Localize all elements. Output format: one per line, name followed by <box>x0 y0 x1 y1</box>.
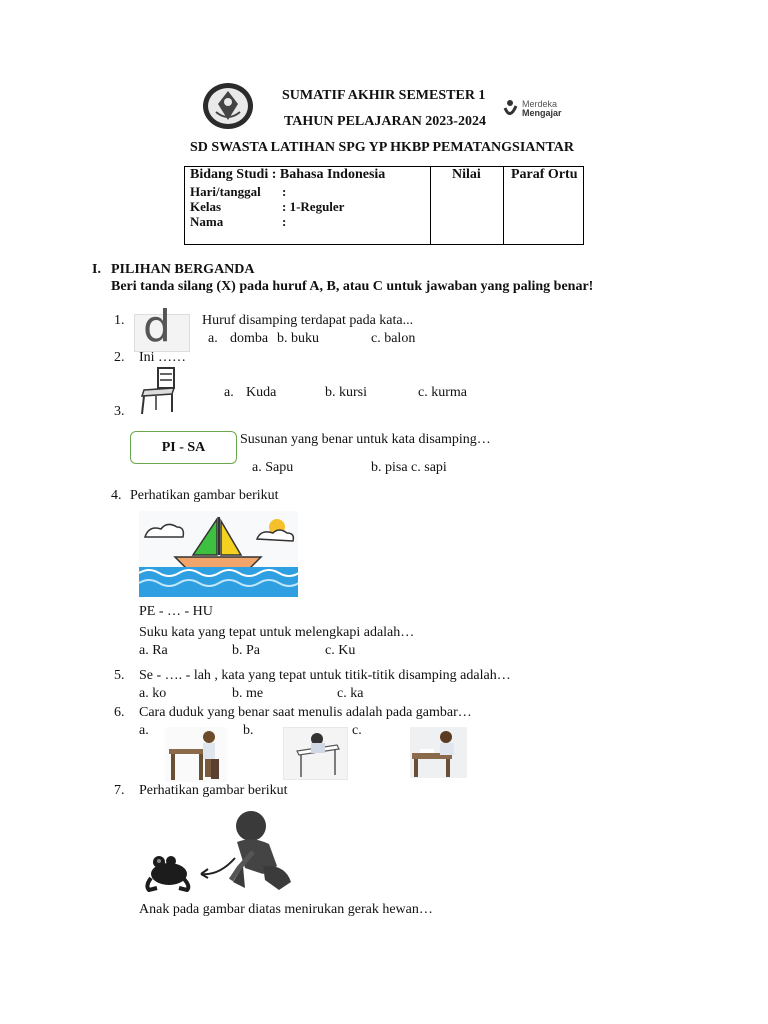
section-title: PILIHAN BERGANDA <box>111 262 255 277</box>
letter-d: d <box>143 301 171 352</box>
merdeka-logo-text-2: Mengajar <box>522 108 562 118</box>
school-year: TAHUN PELAJARAN 2023-2024 <box>284 114 486 129</box>
q5-option-c: c. ka <box>337 686 364 701</box>
q4-subtext: Suku kata yang tepat untuk melengkapi adalah… <box>139 625 415 640</box>
day-label: Hari/tanggal <box>190 184 261 199</box>
q1-option-a-letter: a. <box>208 331 218 346</box>
q2-option-b: b. kursi <box>325 385 367 400</box>
syllable-box <box>130 431 237 464</box>
q3-number: 3. <box>114 404 125 419</box>
q1-option-a: domba <box>230 331 269 346</box>
exam-title: SUMATIF AKHIR SEMESTER 1 <box>282 88 486 103</box>
q5-option-a: a. ko <box>139 686 167 701</box>
q3-text: Susunan yang benar untuk kata disamping… <box>240 432 491 447</box>
child-squatting-image <box>225 808 295 894</box>
q6-text: Cara duduk yang benar saat menulis adalah pada gambar… <box>139 705 472 720</box>
score-header: Nilai <box>452 167 481 182</box>
name-value: : <box>282 214 287 229</box>
q7-text: Perhatikan gambar berikut <box>139 783 288 798</box>
day-value: : <box>282 184 287 199</box>
section-number: I. <box>92 262 101 277</box>
q2-option-a: Kuda <box>246 385 277 400</box>
section-instruction: Beri tanda silang (X) pada huruf A, B, atau C untuk jawaban yang paling benar! <box>111 279 594 294</box>
sailboat-image <box>139 511 298 597</box>
class-label: Kelas <box>190 199 222 214</box>
q4-option-b: b. Pa <box>232 643 260 658</box>
student-sitting-image-a <box>165 727 227 782</box>
q4-option-c: c. Ku <box>325 643 356 658</box>
q4-number: 4. <box>111 488 122 503</box>
q3-option-bc: b. pisa c. sapi <box>371 460 447 475</box>
merdeka-logo-text-1: Merdeka <box>522 99 558 109</box>
q2-option-c: c. kurma <box>418 385 467 400</box>
class-value: : 1-Reguler <box>282 199 345 214</box>
q4-word: PE - … - HU <box>139 604 213 619</box>
q6-option-b: b. <box>243 723 254 738</box>
student-sitting-image-c <box>410 727 467 778</box>
chair-image <box>138 366 180 416</box>
q4-option-a: a. Ra <box>139 643 168 658</box>
q6-option-c: c. <box>352 723 362 738</box>
name-label: Nama <box>190 214 224 229</box>
q1-text: Huruf disamping terdapat pada kata... <box>202 313 414 328</box>
parent-sign-header: Paraf Ortu <box>511 167 578 182</box>
q5-text: Se - …. - lah , kata yang tepat untuk titik-titik disamping adalah… <box>139 668 511 683</box>
q1-option-c: c. balon <box>371 331 416 346</box>
q5-option-b: b. me <box>232 686 264 701</box>
q3-option-a: a. Sapu <box>252 460 294 475</box>
q2-number: 2. <box>114 350 125 365</box>
subject-field: Bidang Studi : Bahasa Indonesia <box>190 167 386 182</box>
q2-option-a-letter: a. <box>224 385 234 400</box>
frog-image <box>143 850 193 892</box>
q1-option-b: b. buku <box>277 331 319 346</box>
q6-option-a: a. <box>139 723 149 738</box>
q7-number: 7. <box>114 783 125 798</box>
q2-text: Ini …… <box>139 350 187 365</box>
q7-subtext: Anak pada gambar diatas menirukan gerak hewan… <box>139 902 433 917</box>
student-sitting-image-b <box>283 727 348 780</box>
school-name: SD SWASTA LATIHAN SPG YP HKBP PEMATANGSIANTAR <box>190 140 575 155</box>
q4-text: Perhatikan gambar berikut <box>130 488 279 503</box>
q5-number: 5. <box>114 668 125 683</box>
letter-d-image <box>134 301 190 352</box>
q1-number: 1. <box>114 313 125 328</box>
q6-number: 6. <box>114 705 125 720</box>
syllable-box-text: PI - SA <box>161 440 206 455</box>
tut-wuri-handayani-logo <box>202 82 254 130</box>
